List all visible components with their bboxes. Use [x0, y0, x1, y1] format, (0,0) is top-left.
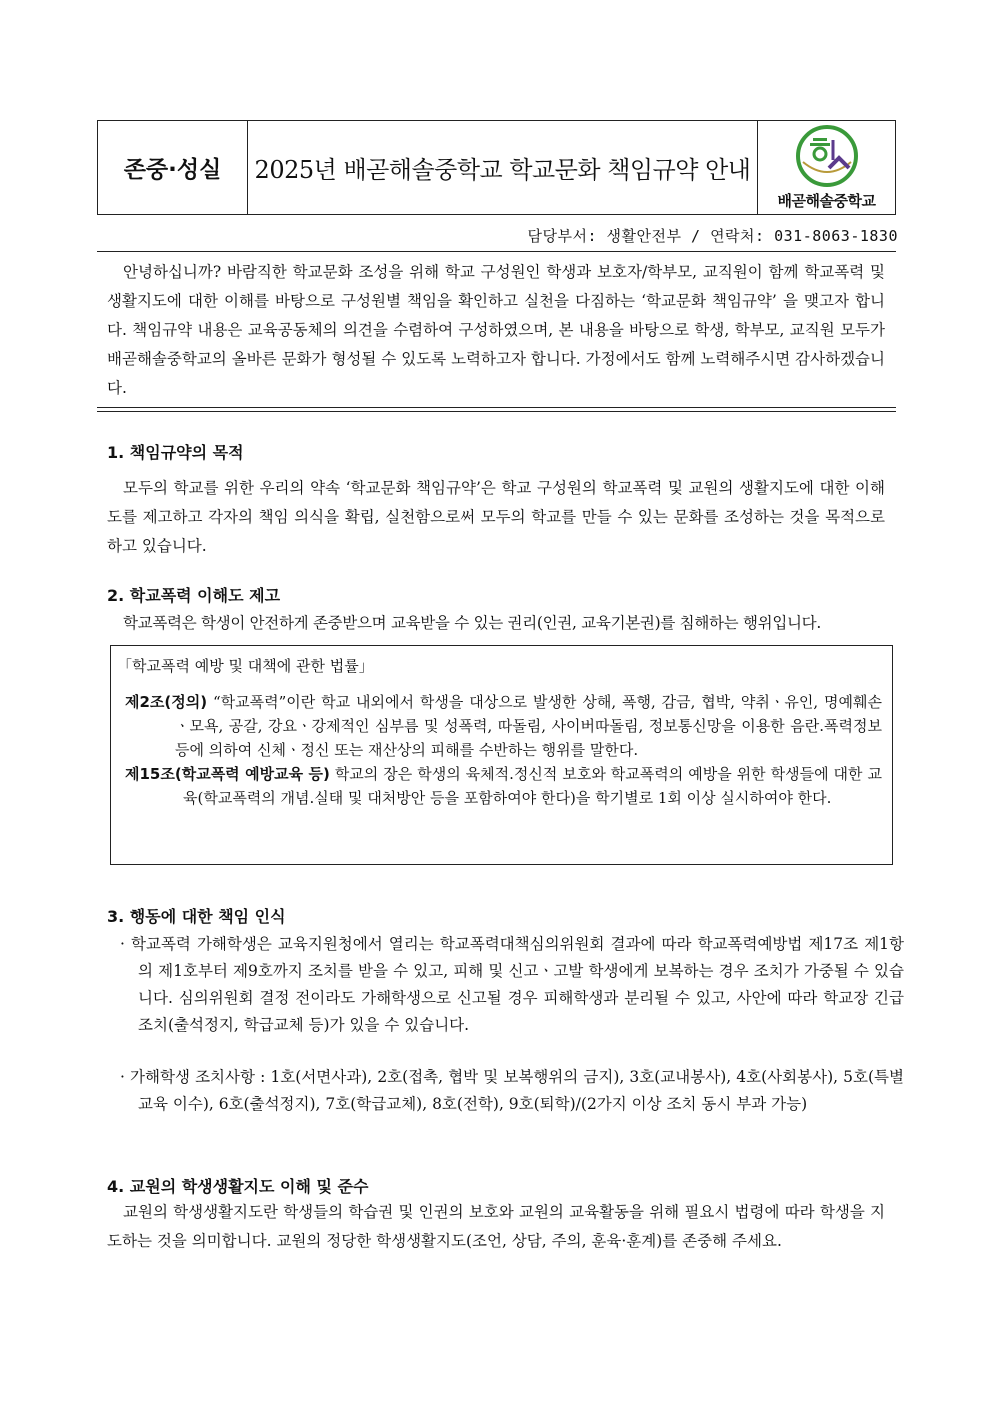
section-2-body: 학교폭력은 학생이 안전하게 존중받으며 교육받을 수 있는 권리(인권, 교육기본권)를 침해하는 행위입니다.	[123, 614, 821, 632]
section-4-title: 4. 교원의 학생생활지도 이해 및 준수	[107, 1177, 369, 1196]
article-label: 제15조(학교폭력 예방교육 등)	[125, 765, 330, 783]
logo-text: 배곧해솔중학교	[777, 192, 876, 210]
law-article-2	[117, 690, 882, 762]
article-label: 제2조(정의)	[125, 693, 208, 711]
section-3-title: 3. 행동에 대한 책임 인식	[107, 907, 286, 926]
law-heading: 「학교폭력 예방 및 대책에 관한 법률」	[117, 657, 374, 675]
section-1-body: 모두의 학교를 위한 우리의 약속 ‘학교문화 책임규약’은 학교 구성원의 학교폭력 및 교원의 생활지도에 대한 이해도를 제고하고 각자의 책임 의식을 확립, 실천함으로써 모두의 학교를 만들 수 있는 문화를 조성하는 것을 목적으로 하고 있습니다.	[107, 479, 885, 555]
list-item: · 학교폭력 가해학생은 교육지원청에서 열리는 학교폭력대책심의위원회 결과에 따라 학교폭력예방법 제17조 제1항의 제1호부터 제9호까지 조치를 받을 수 있고, 피해 및 신고ㆍ고발 학생에게 보복하는 경우 조치가 가중될 수 있습니다. 심의위원회 결정 전이라도 가해학생으로 신고될 경우 피해학생과 분리될 수 있고, 사안에 따라 학교장 긴급조치(출석정지, 학급교체 등)가 있을 수 있습니다.	[120, 935, 904, 1034]
law-excerpt-box	[110, 645, 893, 865]
divider-top	[97, 251, 896, 252]
school-motto: 존중·성실	[98, 121, 248, 214]
divider-double-1	[97, 407, 896, 408]
intro-paragraph: 안녕하십니까? 바람직한 학교문화 조성을 위해 학교 구성원인 학생과 보호자/학부모, 교직원이 함께 학교폭력 및 생활지도에 대한 이해를 바탕으로 구성원별 책임을 확인하고 실천을 다짐하는 ‘학교문화 책임규약’ 을 맺고자 합니다. 책임규약 내용은 교육공동체의 의견을 수렴하여 구성하였으며, 본 내용을 바탕으로 학생, 학부모, 교직원 모두가 배곧해솔중학교의 올바른 문화가 형성될 수 있도록 노력하고자 합니다. 가정에서도 함께 노력해주시면 감사하겠습니다.	[107, 263, 885, 397]
article-text: 학교의 장은 학생의 육체적.정신적 보호와 학교폭력의 예방을 위한 학생들에 대한 교육(학교폭력의 개념.실태 및 대처방안 등을 포함하여야 한다)을 학기별로 1회 이상 실시하여야 한다.	[183, 765, 882, 807]
section-4-body: 교원의 학생생활지도란 학생들의 학습권 및 인권의 보호와 교원의 교육활동을 위해 필요시 법령에 따라 학생을 지도하는 것을 의미합니다. 교원의 정당한 학생생활지도(조언, 상담, 주의, 훈육·훈계)를 존중해 주세요.	[107, 1203, 885, 1250]
section-2-title: 2. 학교폭력 이해도 제고	[107, 586, 281, 605]
document-title: 2025년 배곧해솔중학교 학교문화 책임규약 안내	[248, 121, 758, 214]
article-text: “학교폭력”이란 학교 내외에서 학생을 대상으로 발생한 상해, 폭행, 감금, 협박, 약취ㆍ유인, 명예훼손 ㆍ모욕, 공갈, 강요ㆍ강제적인 심부름 및 성폭력, 따돌림, 사이버따돌림, 정보통신망을 이용한 음란.폭력정보 등에 의하여 신체ㆍ정신 또는 재산상의 피해를 수반하는 행위를 말한다.	[175, 693, 882, 759]
section-1-title: 1. 책임규약의 목적	[107, 443, 244, 462]
school-emblem-icon	[789, 124, 865, 188]
contact-line: 담당부서: 생활안전부 / 연락처: 031-8063-1830	[527, 227, 898, 245]
school-logo	[758, 121, 895, 214]
document-header	[97, 120, 896, 215]
law-article-15	[117, 762, 882, 810]
list-item: · 가해학생 조치사항 : 1호(서면사과), 2호(접촉, 협박 및 보복행위의 금지), 3호(교내봉사), 4호(사회봉사), 5호(특별교육 이수), 6호(출석정지), 7호(학급교체), 8호(전학), 9호(퇴학)/(2가지 이상 조치 동시 부과 가능)	[120, 1068, 904, 1113]
divider-double-2	[97, 411, 896, 412]
